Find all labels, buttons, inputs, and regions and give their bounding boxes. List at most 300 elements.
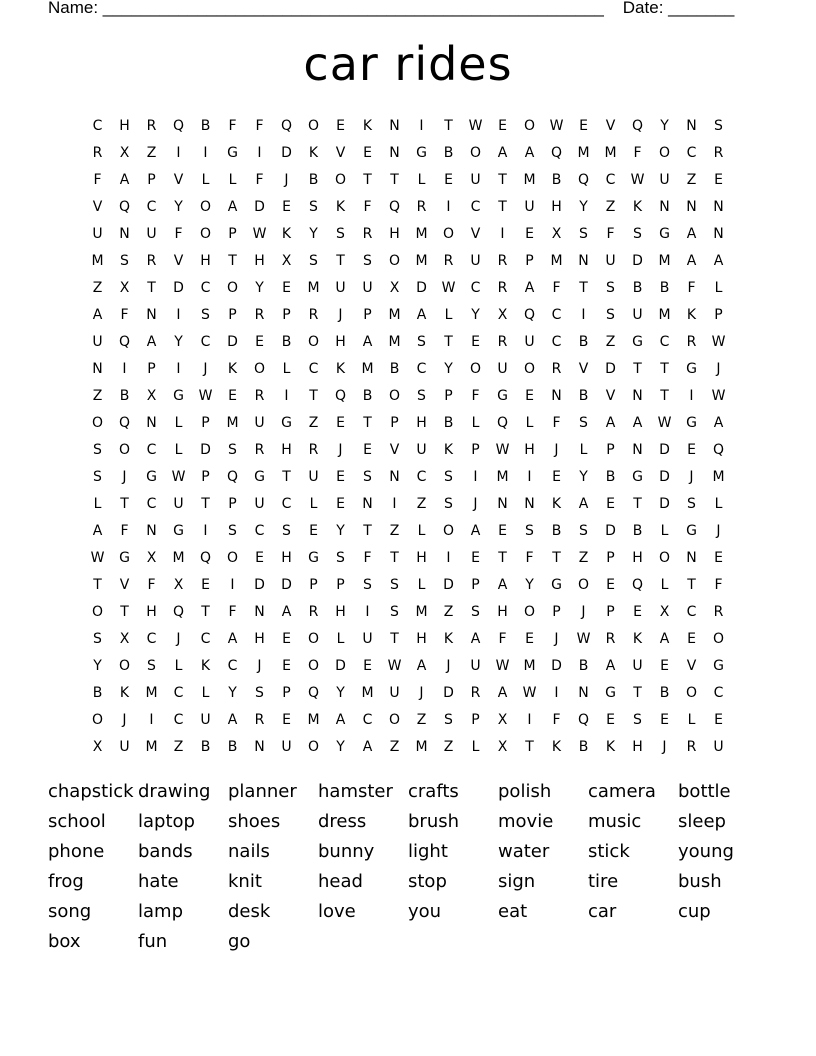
grid-letter: X	[497, 306, 508, 323]
grid-letter: S	[444, 468, 453, 485]
grid-letter: Z	[416, 711, 427, 728]
grid-letter: C	[713, 684, 724, 701]
grid-letter: N	[578, 684, 589, 701]
grid-letter: O	[118, 441, 131, 458]
grid-letter: C	[92, 117, 103, 134]
grid-letter: Q	[280, 117, 293, 134]
word-bank-item: head	[318, 871, 363, 892]
grid-letter: E	[336, 468, 345, 485]
grid-letter: R	[254, 306, 265, 323]
grid-letter: V	[92, 198, 103, 215]
word-bank-item: bottle	[678, 781, 731, 802]
grid-letter: V	[173, 252, 184, 269]
grid-letter: H	[200, 252, 211, 269]
grid-letter: H	[281, 549, 292, 566]
grid-letter: J	[716, 360, 721, 377]
word-bank-item: cup	[678, 901, 711, 922]
grid-letter: K	[362, 117, 373, 134]
grid-letter: S	[444, 711, 453, 728]
grid-letter: E	[363, 441, 372, 458]
grid-letter: U	[254, 495, 265, 512]
grid-letter: P	[363, 306, 372, 323]
grid-letter: A	[416, 306, 427, 323]
grid-letter: I	[203, 522, 208, 539]
grid-letter: O	[91, 414, 104, 431]
grid-letter: B	[92, 684, 103, 701]
grid-letter: C	[146, 441, 157, 458]
grid-letter: D	[659, 441, 670, 458]
grid-letter: A	[227, 711, 238, 728]
grid-letter: I	[203, 144, 208, 161]
grid-letter: S	[579, 522, 588, 539]
grid-letter: N	[659, 198, 670, 215]
grid-letter: E	[606, 711, 615, 728]
grid-letter: O	[388, 252, 401, 269]
grid-letter: L	[417, 171, 426, 188]
grid-letter: B	[389, 360, 400, 377]
grid-letter: I	[176, 306, 181, 323]
grid-letter: K	[443, 441, 454, 458]
grid-letter: T	[336, 252, 345, 269]
grid-letter: B	[659, 684, 670, 701]
word-bank-item: bunny	[318, 841, 375, 862]
grid-letter: Z	[416, 495, 427, 512]
grid-letter: W	[90, 549, 105, 566]
grid-letter: Y	[309, 225, 318, 242]
grid-letter: V	[686, 657, 697, 674]
grid-letter: S	[633, 711, 642, 728]
grid-letter: S	[687, 495, 696, 512]
word-bank-item: song	[48, 901, 92, 922]
grid-letter: Q	[631, 117, 644, 134]
grid-letter: C	[659, 333, 670, 350]
grid-letter: W	[171, 468, 186, 485]
grid-letter: C	[146, 198, 157, 215]
grid-letter: D	[335, 657, 346, 674]
grid-letter: L	[174, 414, 183, 431]
grid-letter: V	[470, 225, 481, 242]
grid-letter: W	[468, 117, 483, 134]
grid-letter: D	[659, 495, 670, 512]
grid-letter: F	[471, 387, 480, 404]
grid-letter: Z	[173, 738, 184, 755]
grid-letter: I	[689, 387, 694, 404]
grid-letter: C	[200, 333, 211, 350]
word-bank-item: shoes	[228, 811, 281, 832]
grid-letter: U	[200, 711, 211, 728]
grid-letter: U	[92, 333, 103, 350]
grid-letter: N	[686, 117, 697, 134]
grid-letter: O	[469, 360, 482, 377]
grid-letter: Z	[443, 603, 454, 620]
grid-letter: J	[338, 441, 343, 458]
grid-letter: O	[199, 198, 212, 215]
grid-letter: R	[146, 252, 157, 269]
grid-letter: S	[228, 522, 237, 539]
grid-letter: D	[173, 279, 184, 296]
grid-letter: I	[554, 684, 559, 701]
page-title: car rides	[303, 37, 513, 91]
grid-letter: Z	[605, 198, 616, 215]
grid-letter: P	[336, 576, 345, 593]
grid-letter: G	[713, 657, 724, 674]
grid-letter: N	[92, 360, 103, 377]
grid-letter: S	[390, 603, 399, 620]
grid-letter: R	[497, 279, 508, 296]
grid-letter: Q	[577, 171, 590, 188]
grid-letter: U	[713, 738, 724, 755]
grid-letter: W	[657, 414, 672, 431]
grid-letter: D	[551, 657, 562, 674]
word-bank-item: music	[588, 811, 642, 832]
letter-grid	[84, 112, 732, 760]
grid-letter: S	[228, 441, 237, 458]
grid-letter: D	[443, 576, 454, 593]
grid-letter: H	[389, 225, 400, 242]
grid-letter: J	[446, 657, 451, 674]
grid-letter: I	[527, 468, 532, 485]
grid-letter: F	[255, 171, 264, 188]
grid-letter: I	[419, 117, 424, 134]
grid-letter: T	[525, 738, 534, 755]
grid-letter: X	[119, 144, 130, 161]
grid-letter: F	[714, 576, 723, 593]
grid-letter: R	[497, 252, 508, 269]
grid-letter: W	[711, 333, 726, 350]
word-bank-item: desk	[228, 901, 271, 922]
grid-letter: M	[550, 252, 563, 269]
grid-letter: T	[363, 522, 372, 539]
grid-letter: E	[687, 630, 696, 647]
grid-letter: Z	[578, 549, 589, 566]
grid-letter: D	[605, 360, 616, 377]
grid-letter: S	[255, 684, 264, 701]
grid-letter: T	[579, 279, 588, 296]
grid-letter: E	[228, 387, 237, 404]
grid-letter: T	[552, 549, 561, 566]
grid-letter: M	[91, 252, 104, 269]
grid-letter: A	[362, 333, 373, 350]
grid-letter: Q	[577, 711, 590, 728]
grid-letter: X	[389, 279, 400, 296]
grid-letter: J	[716, 522, 721, 539]
grid-letter: Q	[118, 198, 131, 215]
grid-letter: A	[119, 171, 130, 188]
grid-letter: X	[119, 630, 130, 647]
grid-letter: N	[713, 225, 724, 242]
grid-letter: Z	[308, 414, 319, 431]
grid-letter: T	[687, 576, 696, 593]
grid-letter: S	[93, 468, 102, 485]
grid-letter: G	[632, 333, 643, 350]
grid-letter: Y	[336, 684, 345, 701]
grid-letter: Y	[93, 657, 102, 674]
grid-letter: I	[392, 495, 397, 512]
grid-letter: F	[363, 198, 372, 215]
grid-letter: K	[119, 684, 130, 701]
grid-letter: H	[335, 333, 346, 350]
grid-letter: B	[551, 171, 562, 188]
grid-letter: B	[308, 171, 319, 188]
grid-letter: T	[120, 495, 129, 512]
word-bank-item: sign	[498, 871, 536, 892]
grid-letter: R	[416, 198, 427, 215]
word-bank-item: hamster	[318, 781, 393, 802]
grid-letter: J	[122, 468, 127, 485]
grid-letter: G	[686, 522, 697, 539]
grid-letter: S	[444, 495, 453, 512]
grid-letter: I	[176, 144, 181, 161]
grid-letter: S	[147, 657, 156, 674]
grid-letter: T	[228, 252, 237, 269]
grid-letter: W	[549, 117, 564, 134]
grid-letter: Q	[523, 306, 536, 323]
grid-letter: F	[120, 306, 129, 323]
grid-letter: B	[605, 468, 616, 485]
grid-letter: S	[336, 225, 345, 242]
grid-letter: Y	[471, 306, 480, 323]
grid-letter: K	[632, 198, 643, 215]
grid-letter: O	[91, 711, 104, 728]
grid-letter: M	[361, 684, 374, 701]
grid-letter: M	[307, 279, 320, 296]
grid-letter: Z	[92, 279, 103, 296]
grid-letter: A	[497, 144, 508, 161]
word-bank-item: lamp	[138, 901, 183, 922]
grid-letter: E	[309, 522, 318, 539]
grid-letter: U	[335, 279, 346, 296]
grid-letter: M	[415, 252, 428, 269]
grid-letter: Y	[336, 738, 345, 755]
grid-letter: U	[389, 684, 400, 701]
grid-letter: A	[524, 144, 535, 161]
grid-letter: E	[525, 225, 534, 242]
word-bank-item: crafts	[408, 781, 459, 802]
grid-letter: X	[497, 738, 508, 755]
grid-letter: R	[713, 603, 724, 620]
grid-letter: Y	[336, 522, 345, 539]
grid-letter: W	[711, 387, 726, 404]
grid-letter: A	[713, 252, 724, 269]
grid-letter: M	[145, 738, 158, 755]
grid-letter: K	[281, 225, 292, 242]
grid-letter: K	[605, 738, 616, 755]
grid-letter: C	[146, 495, 157, 512]
grid-letter: S	[606, 306, 615, 323]
grid-letter: D	[659, 468, 670, 485]
grid-letter: S	[309, 198, 318, 215]
grid-letter: U	[173, 495, 184, 512]
word-bank-item: sleep	[678, 811, 726, 832]
grid-letter: O	[442, 225, 455, 242]
grid-letter: T	[660, 360, 669, 377]
grid-letter: U	[470, 171, 481, 188]
grid-letter: T	[633, 684, 642, 701]
grid-letter: S	[309, 252, 318, 269]
grid-letter: U	[254, 414, 265, 431]
grid-letter: M	[415, 738, 428, 755]
grid-letter: T	[363, 171, 372, 188]
grid-letter: M	[604, 144, 617, 161]
grid-letter: B	[443, 144, 454, 161]
grid-letter: C	[173, 684, 184, 701]
grid-letter: L	[201, 684, 210, 701]
grid-letter: U	[416, 441, 427, 458]
grid-letter: S	[417, 387, 426, 404]
grid-letter: B	[632, 522, 643, 539]
grid-letter: B	[443, 414, 454, 431]
grid-letter: R	[686, 333, 697, 350]
grid-letter: U	[632, 306, 643, 323]
grid-letter: N	[713, 198, 724, 215]
grid-letter: A	[686, 252, 697, 269]
grid-letter: C	[551, 333, 562, 350]
grid-letter: G	[146, 468, 157, 485]
grid-letter: F	[633, 144, 642, 161]
grid-letter: B	[227, 738, 238, 755]
grid-letter: F	[228, 603, 237, 620]
grid-letter: Q	[550, 144, 563, 161]
grid-letter: J	[419, 684, 424, 701]
grid-letter: F	[552, 711, 561, 728]
grid-letter: T	[201, 603, 210, 620]
grid-letter: C	[146, 630, 157, 647]
grid-letter: Q	[118, 333, 131, 350]
grid-letter: M	[388, 333, 401, 350]
grid-letter: F	[120, 522, 129, 539]
grid-letter: G	[605, 684, 616, 701]
grid-letter: S	[390, 576, 399, 593]
grid-letter: O	[469, 144, 482, 161]
grid-letter: I	[500, 225, 505, 242]
grid-letter: O	[658, 549, 671, 566]
grid-letter: H	[524, 441, 535, 458]
grid-letter: O	[523, 603, 536, 620]
grid-letter: L	[579, 441, 588, 458]
grid-letter: K	[632, 630, 643, 647]
grid-letter: Z	[389, 738, 400, 755]
grid-letter: M	[658, 252, 671, 269]
grid-letter: A	[335, 711, 346, 728]
grid-letter: L	[93, 495, 102, 512]
word-bank-item: tire	[588, 871, 619, 892]
grid-letter: E	[282, 279, 291, 296]
grid-letter: B	[362, 387, 373, 404]
grid-letter: R	[146, 117, 157, 134]
grid-letter: N	[146, 306, 157, 323]
grid-letter: X	[146, 549, 157, 566]
grid-letter: V	[119, 576, 130, 593]
grid-letter: P	[471, 576, 480, 593]
grid-letter: R	[443, 252, 454, 269]
grid-letter: U	[308, 468, 319, 485]
grid-letter: H	[254, 630, 265, 647]
word-bank-item: phone	[48, 841, 105, 862]
grid-letter: T	[498, 549, 507, 566]
grid-letter: G	[254, 468, 265, 485]
grid-letter: J	[176, 630, 181, 647]
grid-letter: H	[632, 549, 643, 566]
grid-letter: M	[415, 603, 428, 620]
grid-letter: E	[255, 333, 264, 350]
grid-letter: B	[578, 738, 589, 755]
grid-letter: P	[147, 171, 156, 188]
grid-letter: O	[307, 333, 320, 350]
grid-letter: R	[92, 144, 103, 161]
grid-letter: S	[471, 603, 480, 620]
grid-letter: Z	[686, 171, 697, 188]
grid-letter: N	[524, 495, 535, 512]
word-bank-item: stick	[588, 841, 630, 862]
grid-letter: P	[228, 306, 237, 323]
grid-letter: J	[581, 603, 586, 620]
grid-letter: Y	[579, 198, 588, 215]
grid-letter: S	[363, 576, 372, 593]
grid-letter: L	[444, 306, 453, 323]
grid-letter: R	[308, 441, 319, 458]
word-bank-item: school	[48, 811, 106, 832]
grid-letter: B	[578, 657, 589, 674]
grid-letter: A	[470, 630, 481, 647]
grid-letter: F	[552, 414, 561, 431]
grid-letter: Q	[172, 603, 185, 620]
grid-letter: R	[254, 441, 265, 458]
grid-letter: Y	[174, 198, 183, 215]
grid-letter: T	[93, 576, 102, 593]
word-bank-item: car	[588, 901, 617, 922]
grid-letter: N	[254, 738, 265, 755]
grid-letter: O	[118, 657, 131, 674]
grid-letter: Y	[228, 684, 237, 701]
grid-letter: C	[200, 279, 211, 296]
word-bank-item: young	[678, 841, 734, 862]
grid-letter: A	[146, 333, 157, 350]
grid-letter: C	[551, 306, 562, 323]
grid-letter: M	[172, 549, 185, 566]
grid-letter: P	[444, 387, 453, 404]
grid-letter: F	[255, 117, 264, 134]
grid-letter: A	[605, 657, 616, 674]
grid-letter: L	[525, 414, 534, 431]
grid-letter: E	[336, 495, 345, 512]
grid-letter: F	[525, 549, 534, 566]
grid-letter: P	[552, 603, 561, 620]
grid-letter: R	[362, 225, 373, 242]
grid-letter: L	[714, 279, 723, 296]
grid-letter: U	[362, 630, 373, 647]
grid-letter: R	[308, 306, 319, 323]
grid-letter: A	[227, 630, 238, 647]
grid-letter: N	[686, 549, 697, 566]
grid-letter: R	[254, 711, 265, 728]
grid-letter: W	[576, 630, 591, 647]
grid-letter: T	[390, 630, 399, 647]
grid-letter: D	[254, 576, 265, 593]
grid-letter: Q	[631, 576, 644, 593]
grid-letter: O	[307, 630, 320, 647]
grid-letter: E	[714, 711, 723, 728]
grid-letter: E	[444, 171, 453, 188]
grid-letter: C	[605, 171, 616, 188]
grid-letter: D	[605, 522, 616, 539]
grid-letter: K	[443, 630, 454, 647]
grid-letter: L	[471, 414, 480, 431]
grid-letter: K	[227, 360, 238, 377]
grid-letter: U	[146, 225, 157, 242]
grid-letter: T	[390, 171, 399, 188]
grid-letter: G	[551, 576, 562, 593]
grid-letter: O	[307, 738, 320, 755]
